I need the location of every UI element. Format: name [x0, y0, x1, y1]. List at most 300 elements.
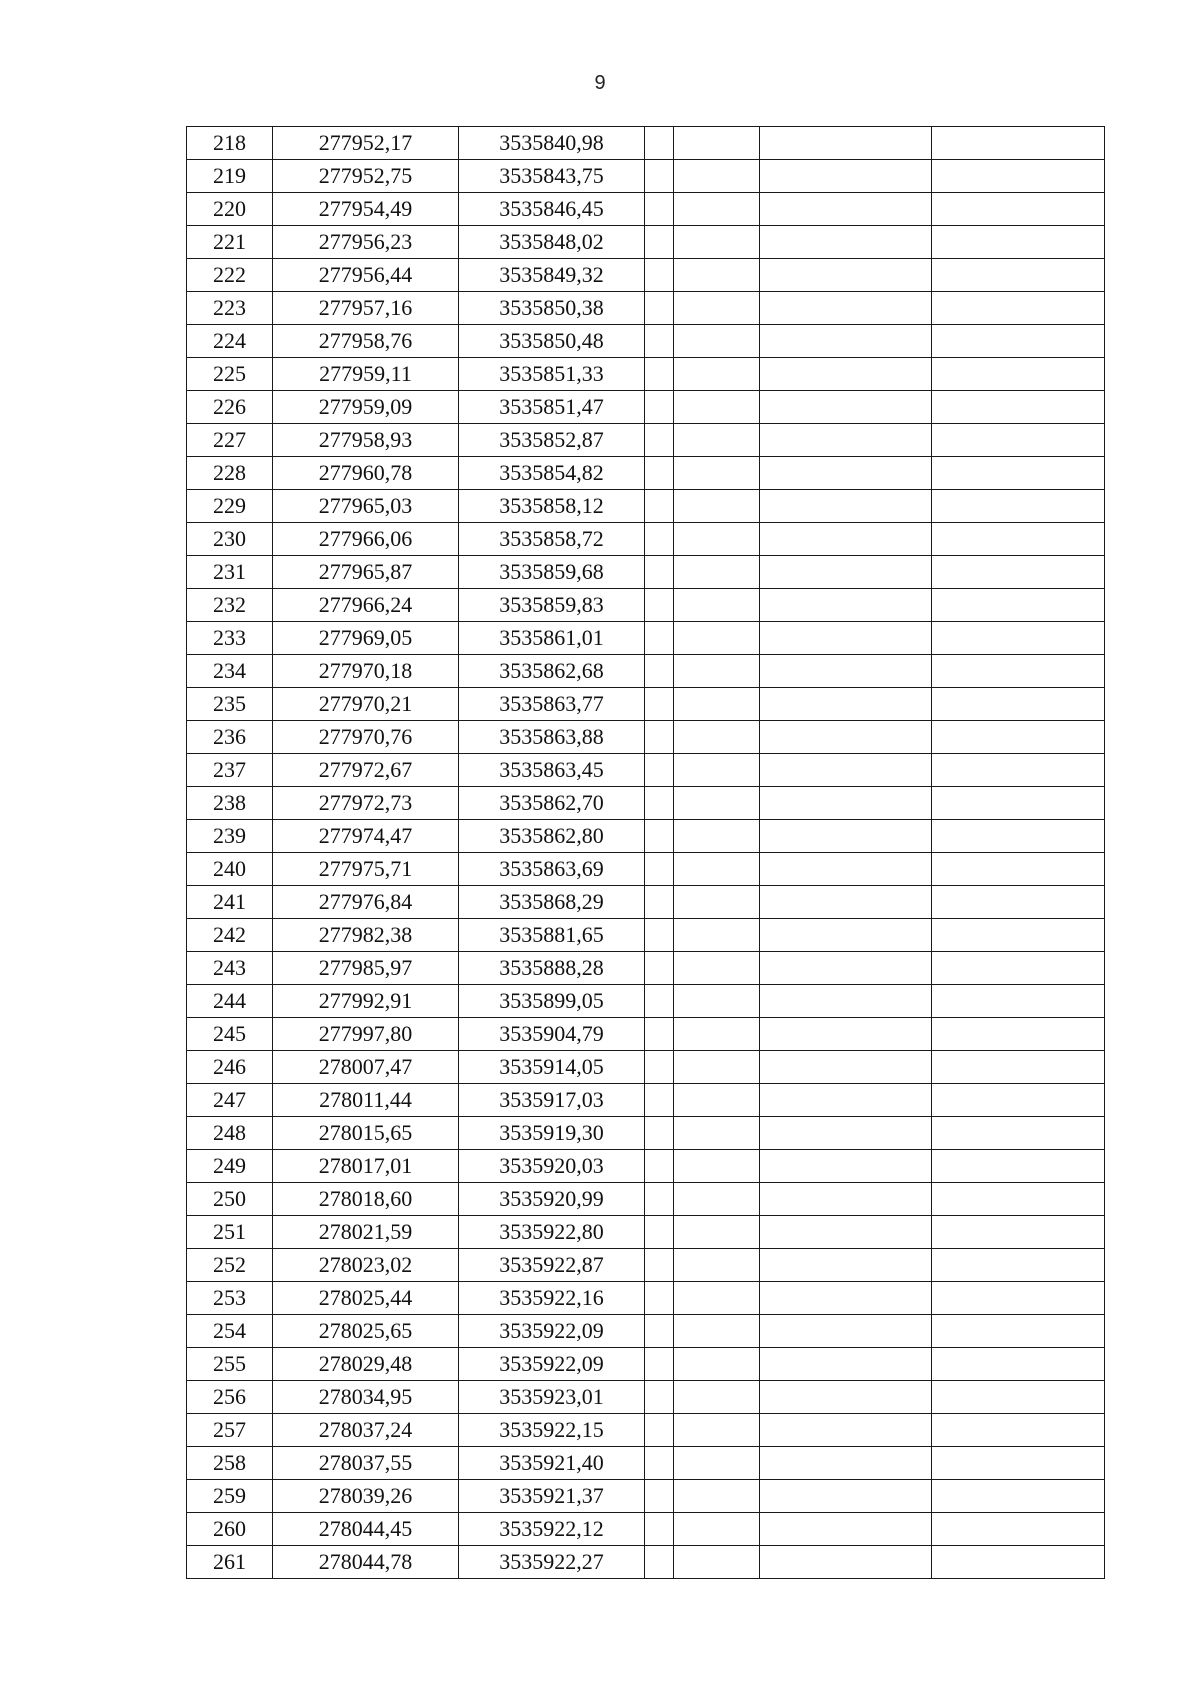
- x-coordinate-cell: 277992,91: [273, 985, 459, 1018]
- point-number-cell: 241: [187, 886, 273, 919]
- empty-cell: [760, 1051, 932, 1084]
- empty-cell: [932, 193, 1105, 226]
- y-coordinate-cell: 3535904,79: [459, 1018, 645, 1051]
- empty-cell: [674, 985, 760, 1018]
- y-coordinate-cell: 3535852,87: [459, 424, 645, 457]
- empty-cell: [645, 1513, 674, 1546]
- empty-cell: [760, 1117, 932, 1150]
- table-row: [187, 1315, 1105, 1348]
- empty-cell: [932, 1084, 1105, 1117]
- empty-cell: [645, 391, 674, 424]
- empty-cell: [645, 1117, 674, 1150]
- y-coordinate-cell: 3535850,38: [459, 292, 645, 325]
- empty-cell: [645, 259, 674, 292]
- empty-cell: [645, 1084, 674, 1117]
- x-coordinate-cell: 278015,65: [273, 1117, 459, 1150]
- y-coordinate-cell: 3535917,03: [459, 1084, 645, 1117]
- y-coordinate-cell: 3535862,80: [459, 820, 645, 853]
- x-coordinate-cell: 277952,75: [273, 160, 459, 193]
- x-coordinate-cell: 277959,11: [273, 358, 459, 391]
- table-row: [187, 622, 1105, 655]
- table-row: [187, 1348, 1105, 1381]
- table-row: [187, 1150, 1105, 1183]
- empty-cell: [760, 1183, 932, 1216]
- x-coordinate-cell: 277952,17: [273, 127, 459, 160]
- empty-cell: [760, 622, 932, 655]
- point-number-cell: 226: [187, 391, 273, 424]
- empty-cell: [674, 721, 760, 754]
- empty-cell: [760, 292, 932, 325]
- y-coordinate-cell: 3535846,45: [459, 193, 645, 226]
- empty-cell: [674, 127, 760, 160]
- empty-cell: [932, 919, 1105, 952]
- point-number-cell: 231: [187, 556, 273, 589]
- point-number-cell: 255: [187, 1348, 273, 1381]
- point-number-cell: 221: [187, 226, 273, 259]
- point-number-cell: 249: [187, 1150, 273, 1183]
- table-row: [187, 1381, 1105, 1414]
- empty-cell: [645, 820, 674, 853]
- x-coordinate-cell: 277975,71: [273, 853, 459, 886]
- table-row: [187, 754, 1105, 787]
- point-number-cell: 250: [187, 1183, 273, 1216]
- empty-cell: [932, 490, 1105, 523]
- y-coordinate-cell: 3535848,02: [459, 226, 645, 259]
- empty-cell: [932, 1513, 1105, 1546]
- empty-cell: [932, 523, 1105, 556]
- empty-cell: [674, 424, 760, 457]
- empty-cell: [645, 655, 674, 688]
- empty-cell: [674, 1051, 760, 1084]
- empty-cell: [760, 358, 932, 391]
- y-coordinate-cell: 3535899,05: [459, 985, 645, 1018]
- empty-cell: [932, 226, 1105, 259]
- empty-cell: [674, 391, 760, 424]
- empty-cell: [760, 1381, 932, 1414]
- x-coordinate-cell: 278044,45: [273, 1513, 459, 1546]
- empty-cell: [932, 457, 1105, 490]
- y-coordinate-cell: 3535888,28: [459, 952, 645, 985]
- empty-cell: [645, 952, 674, 985]
- y-coordinate-cell: 3535843,75: [459, 160, 645, 193]
- point-number-cell: 260: [187, 1513, 273, 1546]
- empty-cell: [674, 688, 760, 721]
- empty-cell: [760, 391, 932, 424]
- empty-cell: [674, 160, 760, 193]
- empty-cell: [760, 1150, 932, 1183]
- empty-cell: [760, 160, 932, 193]
- empty-cell: [760, 1249, 932, 1282]
- empty-cell: [932, 1480, 1105, 1513]
- y-coordinate-cell: 3535922,16: [459, 1282, 645, 1315]
- x-coordinate-cell: 277965,87: [273, 556, 459, 589]
- empty-cell: [760, 523, 932, 556]
- empty-cell: [674, 457, 760, 490]
- point-number-cell: 230: [187, 523, 273, 556]
- empty-cell: [645, 886, 674, 919]
- empty-cell: [760, 787, 932, 820]
- table-row: [187, 292, 1105, 325]
- empty-cell: [932, 820, 1105, 853]
- point-number-cell: 251: [187, 1216, 273, 1249]
- empty-cell: [932, 1282, 1105, 1315]
- x-coordinate-cell: 277972,73: [273, 787, 459, 820]
- empty-cell: [645, 853, 674, 886]
- y-coordinate-cell: 3535914,05: [459, 1051, 645, 1084]
- empty-cell: [674, 952, 760, 985]
- x-coordinate-cell: 277966,06: [273, 523, 459, 556]
- empty-cell: [760, 688, 932, 721]
- empty-cell: [645, 1480, 674, 1513]
- y-coordinate-cell: 3535854,82: [459, 457, 645, 490]
- empty-cell: [645, 1546, 674, 1579]
- empty-cell: [932, 1150, 1105, 1183]
- point-number-cell: 243: [187, 952, 273, 985]
- y-coordinate-cell: 3535862,68: [459, 655, 645, 688]
- x-coordinate-cell: 277958,76: [273, 325, 459, 358]
- empty-cell: [645, 127, 674, 160]
- point-number-cell: 219: [187, 160, 273, 193]
- empty-cell: [645, 1051, 674, 1084]
- empty-cell: [932, 886, 1105, 919]
- x-coordinate-cell: 278037,24: [273, 1414, 459, 1447]
- table-row: [187, 589, 1105, 622]
- empty-cell: [760, 556, 932, 589]
- empty-cell: [760, 589, 932, 622]
- empty-cell: [645, 1249, 674, 1282]
- empty-cell: [760, 1315, 932, 1348]
- x-coordinate-cell: 277970,21: [273, 688, 459, 721]
- table-row: [187, 424, 1105, 457]
- x-coordinate-cell: 277966,24: [273, 589, 459, 622]
- table-row: [187, 886, 1105, 919]
- empty-cell: [674, 226, 760, 259]
- empty-cell: [645, 523, 674, 556]
- point-number-cell: 218: [187, 127, 273, 160]
- x-coordinate-cell: 277974,47: [273, 820, 459, 853]
- empty-cell: [674, 1414, 760, 1447]
- point-number-cell: 248: [187, 1117, 273, 1150]
- point-number-cell: 232: [187, 589, 273, 622]
- x-coordinate-cell: 277985,97: [273, 952, 459, 985]
- empty-cell: [674, 1348, 760, 1381]
- y-coordinate-cell: 3535922,27: [459, 1546, 645, 1579]
- empty-cell: [674, 919, 760, 952]
- empty-cell: [760, 952, 932, 985]
- y-coordinate-cell: 3535923,01: [459, 1381, 645, 1414]
- table-row: [187, 193, 1105, 226]
- empty-cell: [674, 259, 760, 292]
- table-row: [187, 1051, 1105, 1084]
- empty-cell: [932, 127, 1105, 160]
- x-coordinate-cell: 277982,38: [273, 919, 459, 952]
- y-coordinate-cell: 3535862,70: [459, 787, 645, 820]
- empty-cell: [932, 985, 1105, 1018]
- empty-cell: [932, 160, 1105, 193]
- x-coordinate-cell: 277958,93: [273, 424, 459, 457]
- point-number-cell: 257: [187, 1414, 273, 1447]
- table-row: [187, 820, 1105, 853]
- empty-cell: [645, 358, 674, 391]
- empty-cell: [674, 490, 760, 523]
- x-coordinate-cell: 277972,67: [273, 754, 459, 787]
- table-row: [187, 226, 1105, 259]
- table-row: [187, 985, 1105, 1018]
- empty-cell: [760, 1216, 932, 1249]
- empty-cell: [932, 1381, 1105, 1414]
- y-coordinate-cell: 3535920,99: [459, 1183, 645, 1216]
- empty-cell: [645, 1381, 674, 1414]
- empty-cell: [674, 1183, 760, 1216]
- coordinates-table: [186, 126, 1105, 1579]
- empty-cell: [645, 721, 674, 754]
- y-coordinate-cell: 3535850,48: [459, 325, 645, 358]
- empty-cell: [645, 1216, 674, 1249]
- empty-cell: [760, 820, 932, 853]
- point-number-cell: 256: [187, 1381, 273, 1414]
- y-coordinate-cell: 3535851,47: [459, 391, 645, 424]
- empty-cell: [674, 1480, 760, 1513]
- y-coordinate-cell: 3535868,29: [459, 886, 645, 919]
- empty-cell: [674, 787, 760, 820]
- empty-cell: [674, 193, 760, 226]
- y-coordinate-cell: 3535859,68: [459, 556, 645, 589]
- empty-cell: [674, 820, 760, 853]
- table-row: [187, 853, 1105, 886]
- empty-cell: [760, 1018, 932, 1051]
- table-row: [187, 952, 1105, 985]
- coordinates-table-body: [187, 127, 1105, 1579]
- empty-cell: [645, 688, 674, 721]
- empty-cell: [674, 1249, 760, 1282]
- y-coordinate-cell: 3535858,12: [459, 490, 645, 523]
- table-row: [187, 457, 1105, 490]
- empty-cell: [932, 952, 1105, 985]
- empty-cell: [645, 1282, 674, 1315]
- empty-cell: [645, 424, 674, 457]
- empty-cell: [645, 160, 674, 193]
- empty-cell: [645, 1018, 674, 1051]
- empty-cell: [674, 1150, 760, 1183]
- x-coordinate-cell: 278037,55: [273, 1447, 459, 1480]
- x-coordinate-cell: 278023,02: [273, 1249, 459, 1282]
- x-coordinate-cell: 278044,78: [273, 1546, 459, 1579]
- point-number-cell: 228: [187, 457, 273, 490]
- table-row: [187, 523, 1105, 556]
- empty-cell: [645, 556, 674, 589]
- empty-cell: [932, 325, 1105, 358]
- empty-cell: [645, 622, 674, 655]
- empty-cell: [645, 787, 674, 820]
- point-number-cell: 253: [187, 1282, 273, 1315]
- empty-cell: [760, 985, 932, 1018]
- empty-cell: [760, 127, 932, 160]
- empty-cell: [932, 688, 1105, 721]
- empty-cell: [760, 1480, 932, 1513]
- y-coordinate-cell: 3535863,69: [459, 853, 645, 886]
- empty-cell: [760, 1513, 932, 1546]
- empty-cell: [674, 622, 760, 655]
- table-row: [187, 688, 1105, 721]
- x-coordinate-cell: 278018,60: [273, 1183, 459, 1216]
- x-coordinate-cell: 278034,95: [273, 1381, 459, 1414]
- y-coordinate-cell: 3535863,45: [459, 754, 645, 787]
- empty-cell: [932, 1018, 1105, 1051]
- empty-cell: [932, 1414, 1105, 1447]
- empty-cell: [674, 1018, 760, 1051]
- table-row: [187, 556, 1105, 589]
- point-number-cell: 225: [187, 358, 273, 391]
- empty-cell: [932, 259, 1105, 292]
- empty-cell: [760, 259, 932, 292]
- y-coordinate-cell: 3535922,15: [459, 1414, 645, 1447]
- empty-cell: [932, 556, 1105, 589]
- table-row: [187, 1546, 1105, 1579]
- empty-cell: [674, 754, 760, 787]
- empty-cell: [645, 1315, 674, 1348]
- empty-cell: [932, 1348, 1105, 1381]
- empty-cell: [932, 292, 1105, 325]
- empty-cell: [932, 1447, 1105, 1480]
- empty-cell: [932, 721, 1105, 754]
- empty-cell: [760, 1414, 932, 1447]
- empty-cell: [645, 490, 674, 523]
- point-number-cell: 252: [187, 1249, 273, 1282]
- empty-cell: [760, 886, 932, 919]
- point-number-cell: 239: [187, 820, 273, 853]
- empty-cell: [674, 292, 760, 325]
- point-number-cell: 229: [187, 490, 273, 523]
- empty-cell: [674, 1084, 760, 1117]
- y-coordinate-cell: 3535863,88: [459, 721, 645, 754]
- table-row: [187, 1084, 1105, 1117]
- y-coordinate-cell: 3535919,30: [459, 1117, 645, 1150]
- table-row: [187, 919, 1105, 952]
- y-coordinate-cell: 3535922,09: [459, 1315, 645, 1348]
- y-coordinate-cell: 3535849,32: [459, 259, 645, 292]
- empty-cell: [674, 358, 760, 391]
- empty-cell: [932, 853, 1105, 886]
- empty-cell: [674, 1315, 760, 1348]
- y-coordinate-cell: 3535922,80: [459, 1216, 645, 1249]
- table-row: [187, 1018, 1105, 1051]
- x-coordinate-cell: 277959,09: [273, 391, 459, 424]
- point-number-cell: 259: [187, 1480, 273, 1513]
- empty-cell: [674, 1513, 760, 1546]
- point-number-cell: 235: [187, 688, 273, 721]
- table-row: [187, 1117, 1105, 1150]
- y-coordinate-cell: 3535922,09: [459, 1348, 645, 1381]
- point-number-cell: 236: [187, 721, 273, 754]
- empty-cell: [674, 886, 760, 919]
- table-row: [187, 1183, 1105, 1216]
- empty-cell: [932, 787, 1105, 820]
- empty-cell: [760, 424, 932, 457]
- y-coordinate-cell: 3535881,65: [459, 919, 645, 952]
- table-row: [187, 1414, 1105, 1447]
- table-row: [187, 490, 1105, 523]
- y-coordinate-cell: 3535921,40: [459, 1447, 645, 1480]
- empty-cell: [645, 589, 674, 622]
- empty-cell: [760, 490, 932, 523]
- empty-cell: [760, 1447, 932, 1480]
- empty-cell: [645, 985, 674, 1018]
- empty-cell: [932, 1216, 1105, 1249]
- x-coordinate-cell: 277976,84: [273, 886, 459, 919]
- empty-cell: [674, 1216, 760, 1249]
- empty-cell: [932, 589, 1105, 622]
- x-coordinate-cell: 278021,59: [273, 1216, 459, 1249]
- empty-cell: [932, 424, 1105, 457]
- x-coordinate-cell: 277956,44: [273, 259, 459, 292]
- empty-cell: [674, 853, 760, 886]
- empty-cell: [760, 193, 932, 226]
- empty-cell: [645, 1414, 674, 1447]
- table-row: [187, 127, 1105, 160]
- x-coordinate-cell: 278039,26: [273, 1480, 459, 1513]
- empty-cell: [932, 391, 1105, 424]
- point-number-cell: 240: [187, 853, 273, 886]
- table-row: [187, 1513, 1105, 1546]
- empty-cell: [674, 1282, 760, 1315]
- x-coordinate-cell: 277956,23: [273, 226, 459, 259]
- x-coordinate-cell: 278025,44: [273, 1282, 459, 1315]
- y-coordinate-cell: 3535920,03: [459, 1150, 645, 1183]
- empty-cell: [760, 457, 932, 490]
- table-row: [187, 259, 1105, 292]
- x-coordinate-cell: 277960,78: [273, 457, 459, 490]
- x-coordinate-cell: 277970,76: [273, 721, 459, 754]
- empty-cell: [932, 754, 1105, 787]
- empty-cell: [674, 1117, 760, 1150]
- empty-cell: [674, 556, 760, 589]
- x-coordinate-cell: 277970,18: [273, 655, 459, 688]
- point-number-cell: 234: [187, 655, 273, 688]
- empty-cell: [932, 1051, 1105, 1084]
- x-coordinate-cell: 278017,01: [273, 1150, 459, 1183]
- y-coordinate-cell: 3535922,87: [459, 1249, 645, 1282]
- point-number-cell: 227: [187, 424, 273, 457]
- table-row: [187, 1447, 1105, 1480]
- y-coordinate-cell: 3535921,37: [459, 1480, 645, 1513]
- empty-cell: [760, 853, 932, 886]
- point-number-cell: 244: [187, 985, 273, 1018]
- y-coordinate-cell: 3535859,83: [459, 589, 645, 622]
- point-number-cell: 245: [187, 1018, 273, 1051]
- empty-cell: [932, 622, 1105, 655]
- empty-cell: [645, 226, 674, 259]
- point-number-cell: 247: [187, 1084, 273, 1117]
- empty-cell: [674, 1381, 760, 1414]
- x-coordinate-cell: 277969,05: [273, 622, 459, 655]
- empty-cell: [645, 325, 674, 358]
- table-row: [187, 787, 1105, 820]
- empty-cell: [645, 193, 674, 226]
- table-row: [187, 1480, 1105, 1513]
- x-coordinate-cell: 278025,65: [273, 1315, 459, 1348]
- point-number-cell: 233: [187, 622, 273, 655]
- empty-cell: [645, 1150, 674, 1183]
- x-coordinate-cell: 278029,48: [273, 1348, 459, 1381]
- empty-cell: [932, 655, 1105, 688]
- x-coordinate-cell: 277957,16: [273, 292, 459, 325]
- empty-cell: [760, 1546, 932, 1579]
- x-coordinate-cell: 277965,03: [273, 490, 459, 523]
- point-number-cell: 238: [187, 787, 273, 820]
- table-row: [187, 721, 1105, 754]
- y-coordinate-cell: 3535858,72: [459, 523, 645, 556]
- empty-cell: [932, 1546, 1105, 1579]
